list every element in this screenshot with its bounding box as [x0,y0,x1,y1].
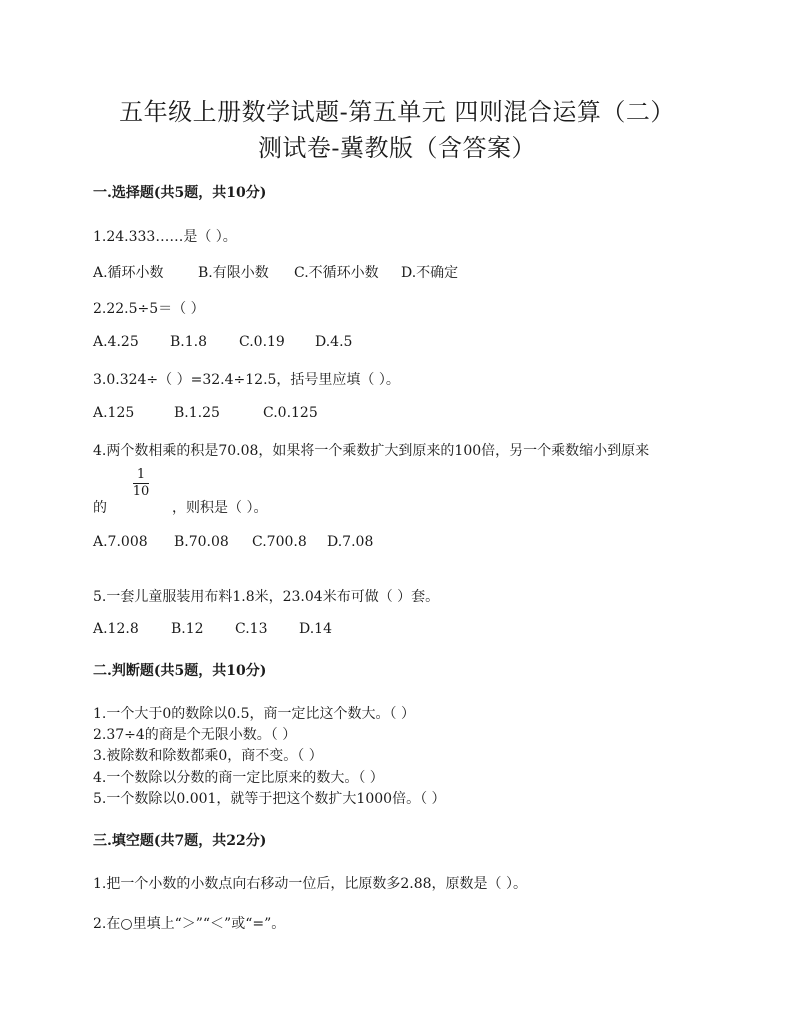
option: A.12.8 [93,621,139,637]
option: D.7.08 [327,534,374,550]
fraction-one-tenth [132,467,150,500]
option: B.12 [171,621,204,637]
question-options [93,534,373,550]
section-heading-true-false: 二.判断题(共5题，共10分) [93,663,267,679]
option: C.13 [235,621,268,637]
option: A.循环小数 [93,265,164,281]
question-text: 5.一个数除以0.001，就等于把这个数扩大1000倍。（ ） [93,791,446,807]
question-text: 2.22.5÷5＝（ ） [93,301,205,317]
option: B.1.25 [174,405,220,421]
option: B.有限小数 [198,265,269,281]
option: C.0.19 [239,334,285,350]
option: B.1.8 [170,334,208,350]
option: D.4.5 [315,334,353,350]
question-text: 2.37÷4的商是个无限小数。（ ） [93,727,297,743]
question-options [93,405,318,421]
question-options [93,334,352,350]
question-text: 1.把一个小数的小数点向右移动一位后，比原数多2.88，原数是（ ）。 [93,876,527,892]
question-text: 1.24.333……是（ ）。 [93,229,237,245]
option: A.4.25 [93,334,139,350]
section-heading-choice: 一.选择题(共5题，共10分) [93,185,267,201]
question-options [93,621,332,637]
fraction-denominator: 10 [132,484,150,499]
question-text: 4.一个数除以分数的商一定比原来的数大。（ ） [93,770,384,786]
option: B.70.08 [174,534,229,550]
question-text: 3.0.324÷（ ）=32.4÷12.5，括号里应填（ ）。 [93,372,400,388]
question-text: 2.在○里填上“＞”“＜”或“=”。 [93,916,286,932]
title-line-1: 五年级上册数学试题-第五单元 四则混合运算（二） [119,98,675,126]
option: D.不确定 [401,265,459,281]
option: C.0.125 [263,405,318,421]
option: A.125 [93,405,135,421]
title-line-2: 测试卷-冀教版（含答案） [257,134,537,162]
question-text-continued: ，则积是（ ）。 [172,500,268,516]
option: C.不循环小数 [294,265,379,281]
question-text: 4.两个数相乘的积是70.08，如果将一个乘数扩大到原来的100倍，另一个乘数缩小到原来 [93,443,650,459]
question-text: 1.一个大于0的数除以0.5，商一定比这个数大。（ ） [93,706,415,722]
option: D.14 [299,621,332,637]
question-options [93,262,458,282]
option: A.7.008 [93,534,148,550]
section-heading-fill-blank: 三.填空题(共7题，共22分) [93,833,267,849]
question-text-continued: 的 [93,500,107,516]
fraction-numerator: 1 [136,467,146,482]
question-text: 5.一套儿童服装用布料1.8米，23.04米布可做（ ）套。 [93,589,440,605]
question-text: 3.被除数和除数都乘0，商不变。（ ） [93,748,323,764]
option: C.700.8 [252,534,307,550]
